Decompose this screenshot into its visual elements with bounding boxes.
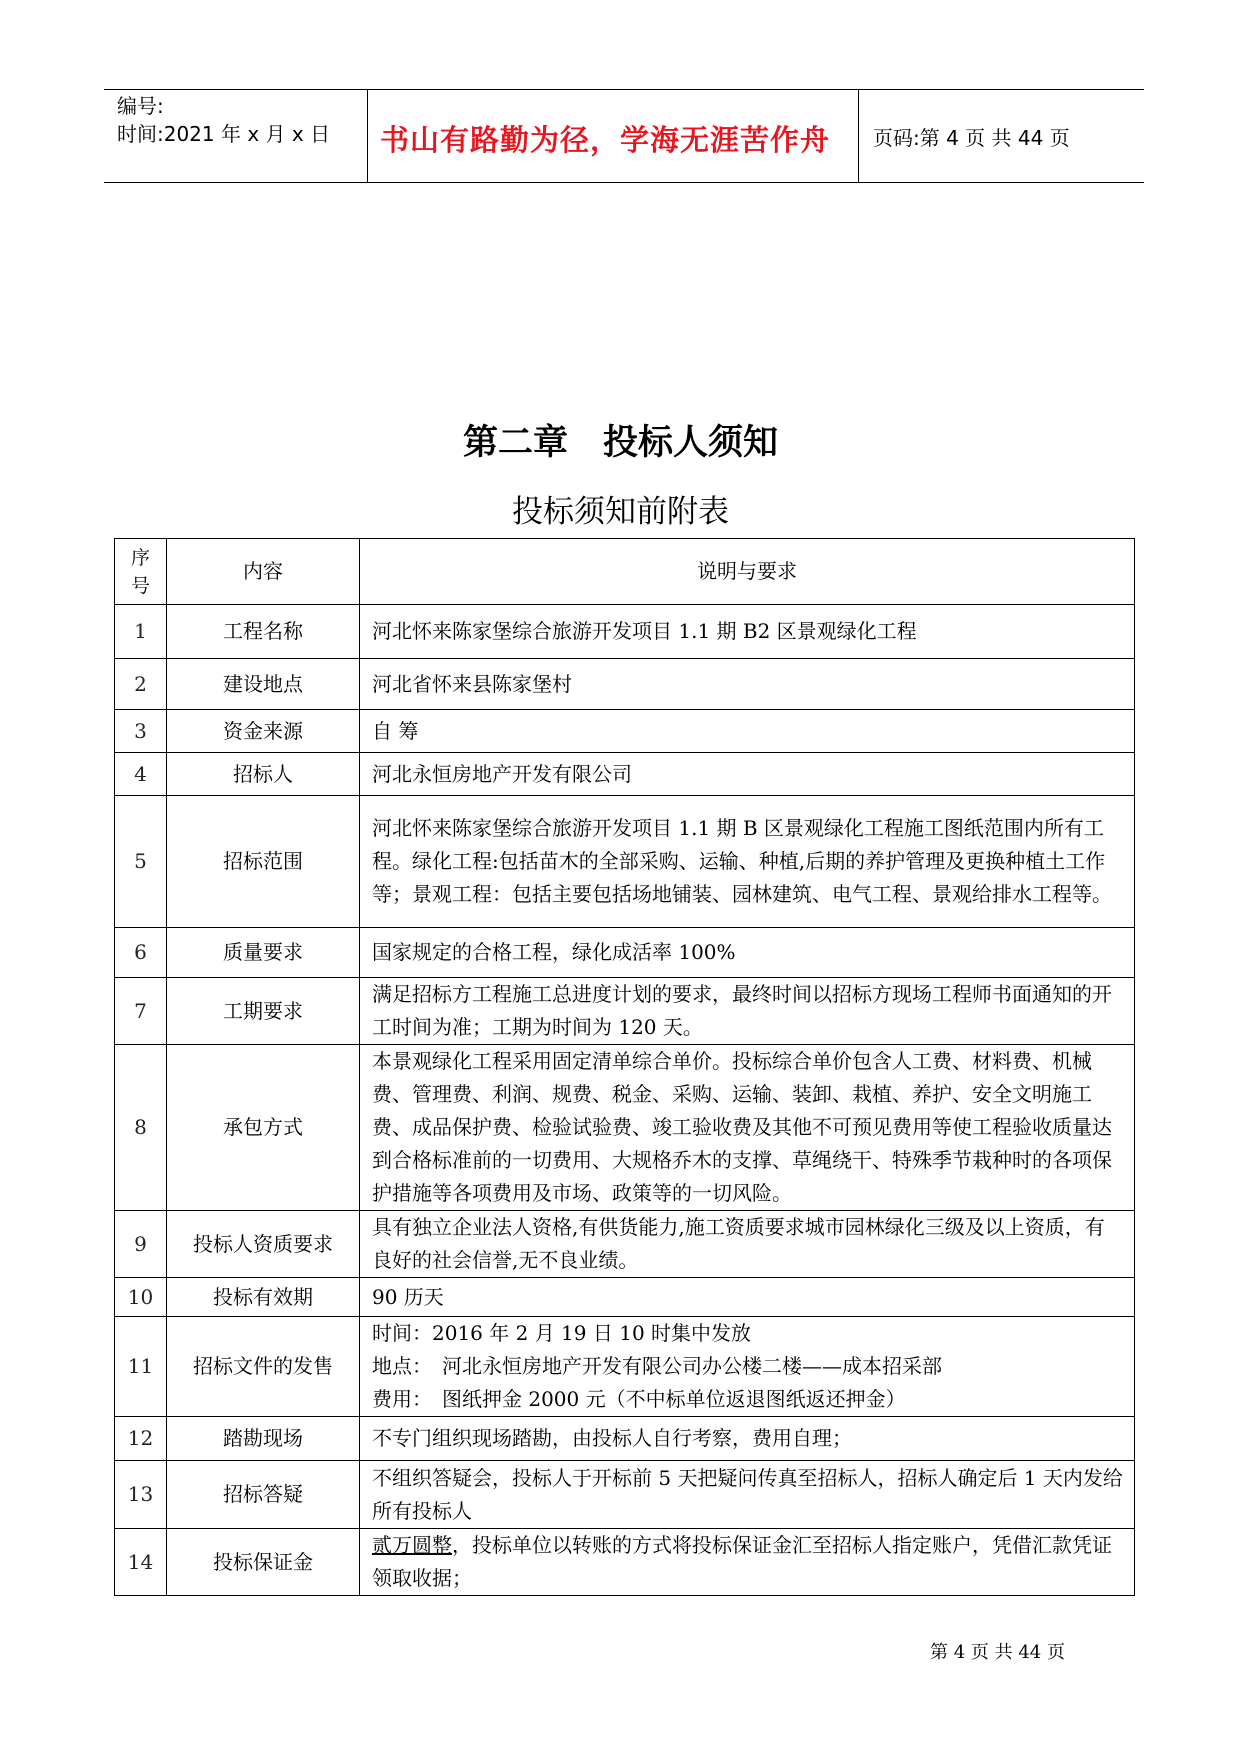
- row-item: 踏勘现场: [167, 1417, 360, 1461]
- row-desc: 不组织答疑会，投标人于开标前 5 天把疑问传真至招标人，招标人确定后 1 天内发给所有投标人: [360, 1461, 1135, 1529]
- table-row: [115, 1317, 1135, 1417]
- row-item: 招标答疑: [167, 1461, 360, 1529]
- row-item: 招标范围: [167, 796, 360, 928]
- row-number: 14: [115, 1529, 167, 1596]
- row-desc: [360, 1317, 1135, 1417]
- row-desc: 河北怀来陈家堡综合旅游开发项目 1.1 期 B 区景观绿化工程施工图纸范围内所有工程。绿化工程:包括苗木的全部采购、运输、种植,后期的养护管理及更换种植土工作等；景观工程：包括主要包括场地铺装、园林建筑、电气工程、景观给排水工程等。: [360, 796, 1135, 928]
- table-row: [115, 1529, 1135, 1596]
- row-item: 资金来源: [167, 710, 360, 753]
- row-item: 建设地点: [167, 659, 360, 710]
- table-row: [115, 605, 1135, 659]
- table-row: [115, 1211, 1135, 1278]
- row-desc: 本景观绿化工程采用固定清单综合单价。投标综合单价包含人工费、材料费、机械费、管理费、利润、规费、税金、采购、运输、装卸、栽植、养护、安全文明施工费、成品保护费、检验试验费、竣工验收费及其他不可预见费用等使工程验收质量达到合格标准前的一切费用、大规格乔木的支撑、草绳绕干、特殊季节栽种时的各项保护措施等各项费用及市场、政策等的一切风险。: [360, 1045, 1135, 1211]
- row-item: 承包方式: [167, 1045, 360, 1211]
- row-desc: 河北省怀来县陈家堡村: [360, 659, 1135, 710]
- issue-time-line: 时间：2016 年 2 月 19 日 10 时集中发放: [372, 1321, 752, 1345]
- table-subtitle: 投标须知前附表: [512, 494, 729, 530]
- table-row: [115, 710, 1135, 753]
- table-row: [115, 928, 1135, 978]
- row-number: 12: [115, 1417, 167, 1461]
- page-footer: 第 4 页 共 44 页: [930, 1642, 1065, 1663]
- table-row: [115, 1045, 1135, 1211]
- row-number: 10: [115, 1278, 167, 1317]
- row-item: 投标有效期: [167, 1278, 360, 1317]
- row-number: 7: [115, 978, 167, 1045]
- row-item: 工期要求: [167, 978, 360, 1045]
- table-header-row: [115, 539, 1135, 605]
- header-divider-left: [367, 90, 368, 183]
- row-item: 招标人: [167, 753, 360, 796]
- issue-place-line: 地点： 河北永恒房地产开发有限公司办公楼二楼——成本招采部: [372, 1354, 942, 1378]
- col-header-item: 内容: [167, 539, 360, 605]
- row-number: 1: [115, 605, 167, 659]
- table-row: [115, 978, 1135, 1045]
- col-header-no: 序号: [115, 539, 167, 605]
- row-desc: 具有独立企业法人资格,有供货能力,施工资质要求城市园林绿化三级及以上资质，有良好的社会信誉,无不良业绩。: [360, 1211, 1135, 1278]
- row-number: 9: [115, 1211, 167, 1278]
- row-desc: 满足招标方工程施工总进度计划的要求，最终时间以招标方现场工程师书面通知的开工时间为准；工期为时间为 120 天。: [360, 978, 1135, 1045]
- table-row: [115, 1278, 1135, 1317]
- row-desc: 不专门组织现场踏勘，由投标人自行考察，费用自理；: [360, 1417, 1135, 1461]
- row-number: 11: [115, 1317, 167, 1417]
- deposit-text: ，投标单位以转账的方式将投标保证金汇至招标人指定账户，凭借汇款凭证领取收据；: [372, 1533, 1112, 1590]
- header-page-label: 页码:第 4 页 共 44 页: [873, 126, 1070, 150]
- row-number: 6: [115, 928, 167, 978]
- row-number: 5: [115, 796, 167, 928]
- header-divider-right: [858, 90, 859, 183]
- header-number-label: 编号:: [117, 94, 164, 118]
- header-meta: [117, 92, 330, 148]
- row-number: 4: [115, 753, 167, 796]
- row-desc: 自 筹: [360, 710, 1135, 753]
- row-item: 投标保证金: [167, 1529, 360, 1596]
- row-item: 工程名称: [167, 605, 360, 659]
- row-desc: 90 历天: [360, 1278, 1135, 1317]
- header-motto: 书山有路勤为径，学海无涯苦作舟: [379, 123, 830, 157]
- table-row: [115, 753, 1135, 796]
- row-desc: 河北永恒房地产开发有限公司: [360, 753, 1135, 796]
- table-row: [115, 659, 1135, 710]
- header-time-label: 时间:2021 年 x 月 x 日: [117, 122, 331, 146]
- row-desc: 国家规定的合格工程，绿化成活率 100%: [360, 928, 1135, 978]
- row-item: 投标人资质要求: [167, 1211, 360, 1278]
- issue-fee-line: 费用： 图纸押金 2000 元（不中标单位返退图纸返还押金）: [372, 1387, 906, 1411]
- row-desc: [360, 1529, 1135, 1596]
- row-number: 2: [115, 659, 167, 710]
- row-number: 3: [115, 710, 167, 753]
- deposit-amount: 贰万圆整: [372, 1533, 452, 1557]
- instructions-table: [114, 538, 1135, 1596]
- row-number: 8: [115, 1045, 167, 1211]
- chapter-title: 第二章 投标人须知: [462, 422, 778, 463]
- header-bottom-rule: [104, 182, 1144, 183]
- table-row: [115, 1461, 1135, 1529]
- header-top-rule: [104, 89, 1144, 90]
- table-row: [115, 796, 1135, 928]
- col-header-desc: 说明与要求: [360, 539, 1135, 605]
- row-item: 质量要求: [167, 928, 360, 978]
- row-desc: 河北怀来陈家堡综合旅游开发项目 1.1 期 B2 区景观绿化工程: [360, 605, 1135, 659]
- row-number: 13: [115, 1461, 167, 1529]
- row-item: 招标文件的发售: [167, 1317, 360, 1417]
- table-row: [115, 1417, 1135, 1461]
